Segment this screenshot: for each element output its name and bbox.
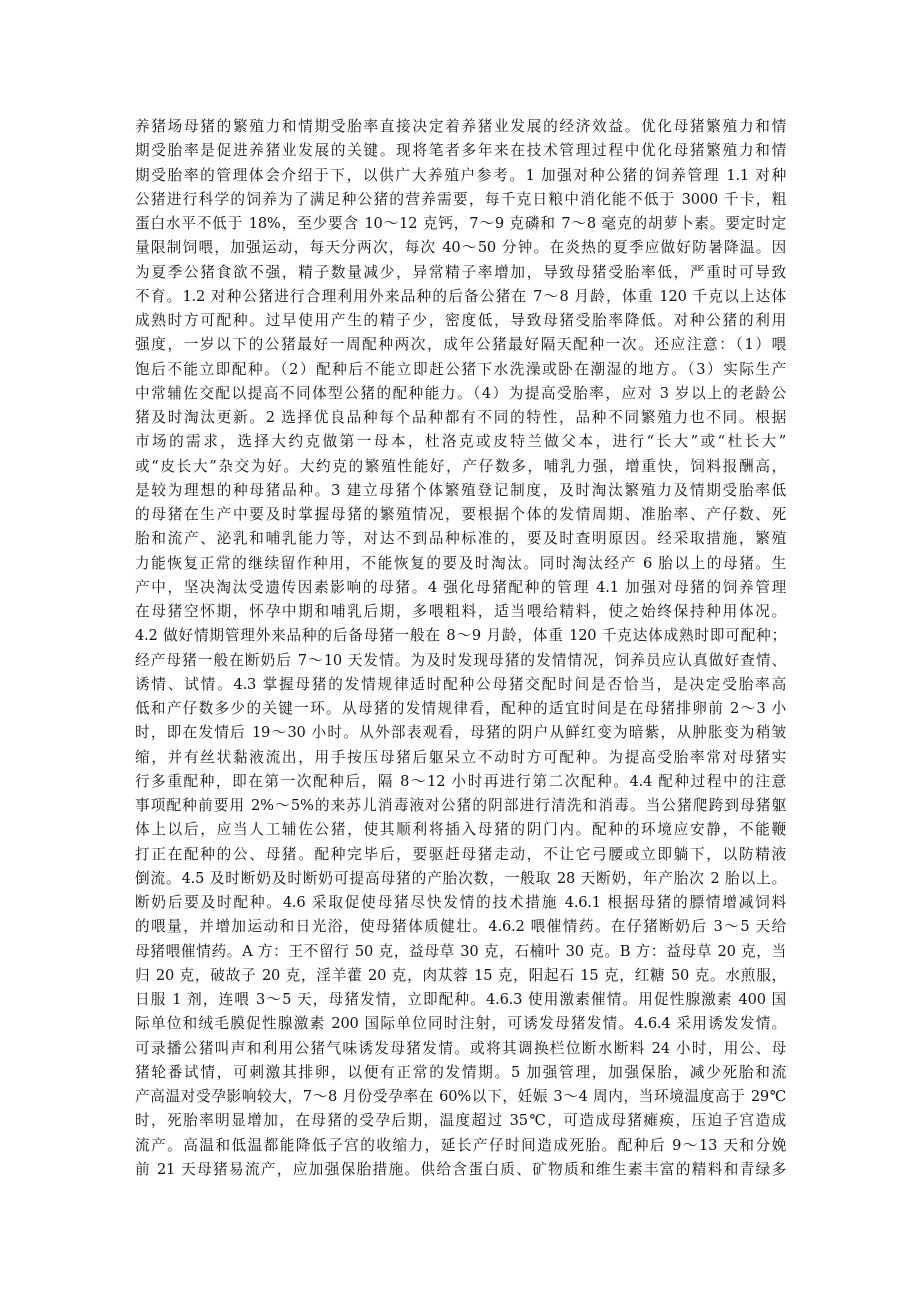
text-line: 缩，并有丝状黏液流出，用手按压母猪后躯呆立不动时方可配种。为提高受胎率常对母猪实 bbox=[135, 748, 786, 766]
text-line: 经产母猪一般在断奶后 7～10 天发情。为及时发现母猪的发情情况，饲养员应认真做好查情、 bbox=[135, 651, 786, 669]
text-line: 猪轮番试情，可刺激其排卵，以便有正常的发情期。5 加强管理，加强保胎，减少死胎和流 bbox=[135, 1063, 786, 1081]
text-line: 4.2 做好情期管理外来品种的后备母猪一般在 8～9 月龄，体重 120 千克达体成熟时即可配种； bbox=[135, 627, 786, 645]
text-line: 时，死胎率明显增加，在母猪的受孕后期，温度超过 35℃，可造成母猪瘫痪，压迫子宫造成 bbox=[135, 1112, 786, 1130]
text-line: 公猪进行科学的饲养为了满足种公猪的营养需要，每千克日粮中消化能不低于 3000 千卡，粗 bbox=[135, 190, 786, 208]
text-line: 养猪场母猪的繁殖力和情期受胎率直接决定着养猪业发展的经济效益。优化母猪繁殖力和情 bbox=[135, 118, 786, 135]
text-line: 为夏季公猪食欲不强，精子数量减少，异常精子率增加，导致母猪受胎率低，严重时可导致 bbox=[135, 263, 786, 281]
text-line: 倒流。4.5 及时断奶及时断奶可提高母猪的产胎次数，一般取 28 天断奶，年产胎次 2 胎以上。 bbox=[135, 869, 786, 887]
text-line: 市场的需求，选择大约克做第一母本，杜洛克或皮特兰做父本，进行“长大”或“杜长大” bbox=[135, 433, 786, 451]
text-line: 日服 1 剂，连喂 3～5 天，母猪发情，立即配种。4.6.3 使用激素催情。用促性腺激素 400 国 bbox=[135, 991, 786, 1008]
text-line: 际单位和绒毛膜促性腺激素 200 国际单位同时注射，可诱发母猪发情。4.6.4 采用诱发发情。 bbox=[135, 1015, 786, 1033]
text-line: 断奶后要及时配种。4.6 采取促使母猪尽快发情的技术措施 4.6.1 根据母猪的膘情增减饲料 bbox=[135, 894, 786, 911]
text-line: 强度，一岁以下的公猪最好一周配种两次，成年公猪最好隔天配种一次。还应注意：（1）喂 bbox=[135, 336, 786, 354]
text-line: 低和产仔数多少的关键一环。从母猪的发情规律看，配种的适宜时间是在母猪排卵前 2～3 小 bbox=[135, 700, 786, 717]
text-line: 或“皮长大”杂交为好。大约克的繁殖性能好，产仔数多，哺乳力强，增重快，饲料报酬高， bbox=[135, 457, 786, 475]
text-line: 猪及时淘汰更新。2 选择优良品种每个品种都有不同的特性，品种不同繁殖力也不同。根据 bbox=[135, 409, 786, 426]
text-line: 力能恢复正常的继续留作种用，不能恢复的要及时淘汰。同时淘汰经产 6 胎以上的母猪。生 bbox=[135, 554, 786, 572]
text-line: 的母猪在生产中要及时掌握母猪的繁殖情况，要根据个体的发情周期、准胎率、产仔数、死 bbox=[135, 506, 786, 523]
text-line: 时，即在发情后 19～30 小时。从外部表观看，母猪的阴户从鲜红变为暗紫，从肿胀变为稍皱 bbox=[135, 724, 786, 742]
text-line: 成熟时方可配种。过早使用产生的精子少，密度低，导致母猪受胎率降低。对种公猪的利用 bbox=[135, 312, 786, 329]
text-line: 蛋白水平不低于 18%，至少要含 10～12 克钙，7～9 克磷和 7～8 毫克的胡萝卜素。要定时定 bbox=[135, 215, 786, 232]
text-line: 行多重配种，即在第一次配种后，隔 8～12 小时再进行第二次配种。4.4 配种过程中的注意 bbox=[135, 772, 786, 790]
text-line: 前 21 天母猪易流产，应加强保胎措施。供给含蛋白质、矿物质和维生素丰富的精料和青绿多 bbox=[135, 1160, 786, 1178]
text-line: 体上以后，应当人工辅佐公猪，使其顺利将插入母猪的阴门内。配种的环境应安静，不能鞭 bbox=[135, 821, 786, 839]
text-line: 打正在配种的公、母猪。配种完毕后，要驱赶母猪走动，不让它弓腰或立即躺下，以防精液 bbox=[135, 845, 786, 863]
text-line: 不育。1.2 对种公猪进行合理利用外来品种的后备公猪在 7～8 月龄，体重 120 千克以上达体 bbox=[135, 287, 786, 305]
text-line: 产高温对受孕影响较大，7～8 月份受孕率在 60%以下，妊娠 3～4 周内，当环境温度高于 29℃ bbox=[135, 1088, 786, 1105]
text-line: 期受胎率是促进养猪业发展的关键。现将笔者多年来在技术管理过程中优化母猪繁殖力和情 bbox=[135, 142, 786, 160]
text-line: 诱情、试情。4.3 掌握母猪的发情规律适时配种公母猪交配时间是否恰当，是决定受胎率高 bbox=[135, 675, 786, 693]
text-line: 期受胎率的管理体会介绍于下，以供广大养殖户参考。1 加强对种公猪的饲养管理 1.1 对种 bbox=[135, 166, 786, 184]
text-line: 产中，坚决淘汰受遗传因素影响的母猪。4 强化母猪配种的管理 4.1 加强对母猪的饲养管理 bbox=[135, 578, 786, 596]
text-line: 饱后不能立即配种。（2）配种后不能立即赶公猪下水洗澡或卧在潮湿的地方。（3）实际生产 bbox=[135, 360, 786, 378]
text-line: 是较为理想的种母猪品种。3 建立母猪个体繁殖登记制度，及时淘汰繁殖力及情期受胎率低 bbox=[135, 481, 786, 499]
text-line: 归 20 克，破故子 20 克，淫羊藿 20 克，肉苁蓉 15 克，阳起石 15 克，红糖 50 克。水煎服， bbox=[135, 966, 786, 984]
document-body bbox=[135, 115, 786, 1182]
text-line: 可录播公猪叫声和利用公猪气味诱发母猪发情。或将其调换栏位断水断料 24 小时，用公、母 bbox=[135, 1039, 786, 1057]
text-line: 量限制饲喂，加强运动，每天分两次，每次 40～50 分钟。在炎热的夏季应做好防暑降温。因 bbox=[135, 239, 786, 257]
text-line: 流产。高温和低温都能降低子宫的收缩力，延长产仔时间造成死胎。配种后 9～13 天和分娩 bbox=[135, 1136, 786, 1154]
text-line: 胎和流产、泌乳和哺乳能力等，对达不到品种标准的，要及时查明原因。经采取措施，繁殖 bbox=[135, 530, 786, 548]
text-line: 的喂量，并增加运动和日光浴，使母猪体质健壮。4.6.2 喂催情药。在仔猪断奶后 3～5 天给 bbox=[135, 918, 786, 936]
text-line: 中常辅佐交配以提高不同体型公猪的配种能力。（4）为提高受胎率，应对 3 岁以上的老龄公 bbox=[135, 384, 786, 402]
text-line: 在母猪空怀期，怀孕中期和哺乳后期，多喂粗料，适当喂给精料，使之始终保持种用体况。 bbox=[135, 603, 786, 620]
text-line: 事项配种前要用 2%～5%的来苏儿消毒液对公猪的阴部进行清洗和消毒。当公猪爬跨到母猪躯 bbox=[135, 797, 786, 814]
text-line: 母猪喂催情药。A 方：王不留行 50 克，益母草 30 克，石楠叶 30 克。B 方：益母草 20 克，当 bbox=[135, 942, 786, 960]
